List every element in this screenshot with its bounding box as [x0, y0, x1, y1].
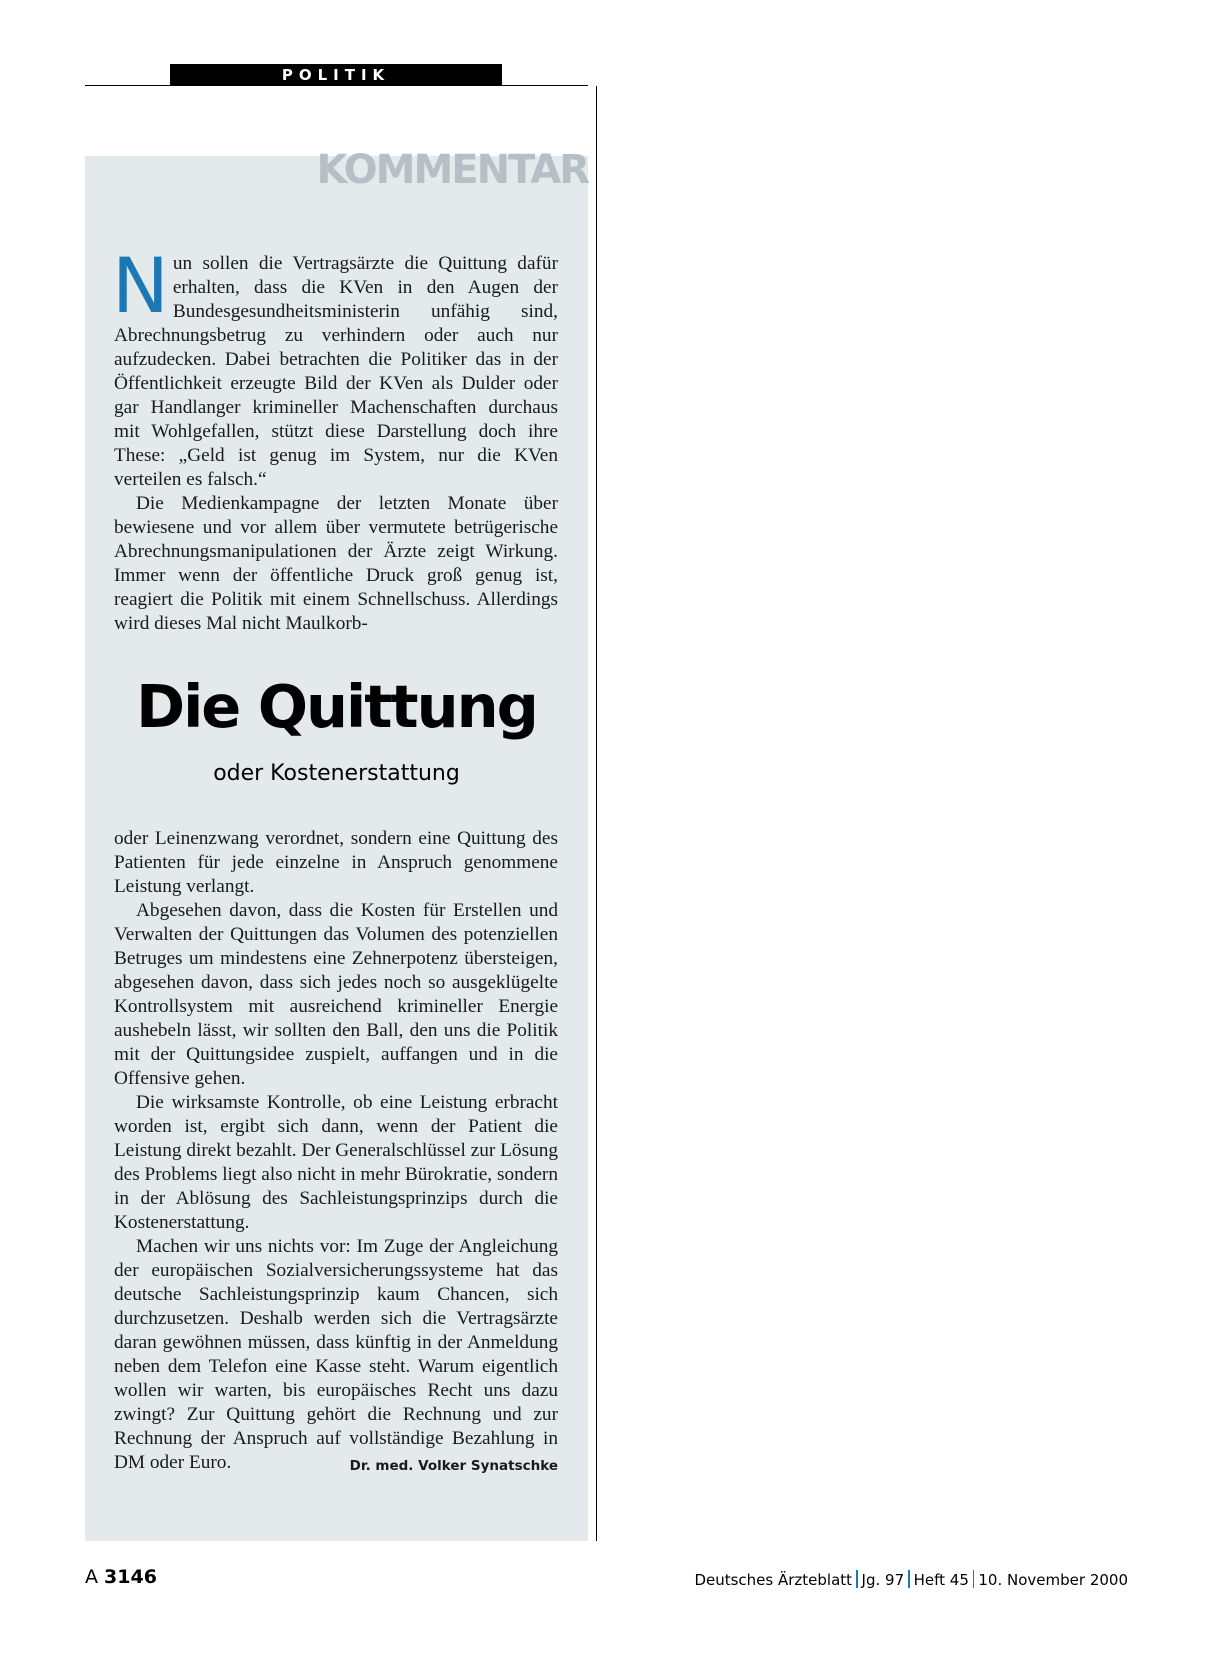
journal-volume: Jg. 97	[861, 1571, 905, 1589]
kicker-label: KOMMENTAR	[316, 147, 588, 193]
footer-separator	[908, 1570, 910, 1588]
page-prefix: A	[85, 1566, 98, 1588]
page-number-value: 3146	[104, 1566, 157, 1588]
journal-issue: Heft 45	[913, 1571, 969, 1589]
article-body-top	[112, 241, 558, 636]
column-rule	[596, 86, 597, 1541]
footer-separator	[973, 1570, 975, 1588]
author-signature: Dr. med. Volker Synatschke	[349, 1458, 558, 1474]
article-paragraph-intro	[112, 241, 558, 492]
drop-cap: N	[112, 241, 169, 330]
article-body-bottom	[114, 827, 558, 1478]
journal-footer	[694, 1570, 1128, 1589]
page-number	[85, 1566, 157, 1588]
article-paragraph: Die wirksamste Kontrolle, ob eine Leistung erbracht worden ist, ergibt sich dann, wenn der Patient die Leistung direkt bezahlt. Der Generalschlüssel zur Lösung des Problems liegt also nicht in mehr Bürokratie, sondern in der Ablösung des Sachleistungsprinzips durch die Kostenerstattung.	[114, 1092, 558, 1233]
intro-text: un sollen die Vertragsärzte die Quittung dafür erhalten, dass die KVen in den Augen der Bundesgesundheitsministerin unfähig sind, Abrechnungsbetrug zu verhindern oder auch nur aufzudecken. Dabei betrachten die Politiker das in der Öffentlichkeit erzeugte Bild der KVen als Dulder oder gar Handlanger krimineller Machenschaften durchaus mit Wohlgefallen, stützt diese Darstellung doch ihre These: „Geld ist genug im System, nur die KVen verteilen es falsch.“	[114, 253, 558, 490]
footer-separator	[856, 1570, 858, 1588]
article-headline: Die Quittung	[136, 672, 537, 741]
article-subheadline: oder Kostenerstattung	[213, 761, 460, 786]
journal-name: Deutsches Ärzteblatt	[694, 1571, 853, 1589]
article-paragraph: Abgesehen davon, dass die Kosten für Erstellen und Verwalten der Quittungen das Volumen des potenziellen Betruges um mindestens eine Zehnerpotenz übersteigen, abgesehen davon, dass sich jedes noch so ausgeklügelte Kontrollsystem mit ausreichend krimineller Energie aushebeln lässt, wir sollten den Ball, den uns die Politik mit der Quittungsidee zuspielt, auffangen und in die Offensive gehen.	[114, 900, 558, 1089]
article-paragraph	[114, 1235, 558, 1475]
article-paragraph: Die Medienkampagne der letzten Monate über bewiesene und vor allem über vermutete betrügerische Abrechnungsmanipulationen der Ärzte zeigt Wirkung. Immer wenn der öffentliche Druck groß genug ist, reagiert die Politik mit einem Schnellschuss. Allerdings wird dieses Mal nicht Maulkorb-	[114, 493, 558, 634]
journal-date: 10. November 2000	[978, 1571, 1128, 1589]
header-rule	[85, 85, 588, 86]
closing-text: Machen wir uns nichts vor: Im Zuge der Angleichung der europäischen Sozialversicherungssysteme hat das deutsche Sachleistungsprinzip kaum Chancen, sich durchzusetzen. Deshalb werden sich die Vertragsärzte daran gewöhnen müssen, dass künftig in der Anmeldung neben dem Telefon eine Kasse steht. Warum eigentlich wollen wir warten, bis europäisches Recht uns dazu zwingt? Zur Quittung gehört die Rechnung und zur Rechnung der Anspruch auf vollständige Bezahlung in DM oder Euro.	[114, 1236, 558, 1473]
article-paragraph: oder Leinenzwang verordnet, sondern eine Quittung des Patienten für jede einzelne in Anspruch genommene Leistung verlangt.	[114, 828, 558, 897]
section-label: POLITIK	[170, 64, 502, 86]
